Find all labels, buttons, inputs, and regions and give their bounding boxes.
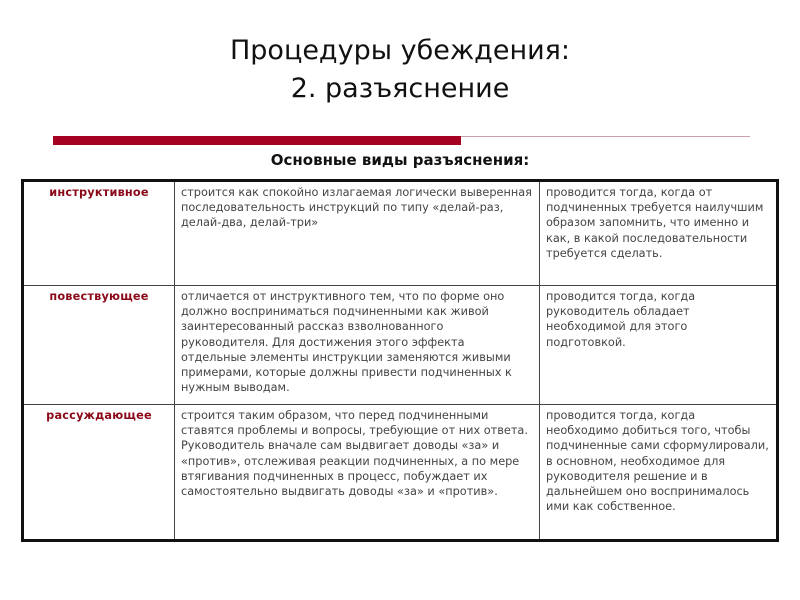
table-caption: Основные виды разъяснения: xyxy=(270,151,530,169)
slide-title-line-1: Процедуры убеждения: xyxy=(229,35,571,66)
type-usage: проводится тогда, когда необходимо добиться того, чтобы подчиненные сами сформулировали, в основном, необходимое для руководителя решение и в дальнейшем оно воспринималось ими как собственное. xyxy=(540,405,778,541)
type-name: рассуждающее xyxy=(23,405,175,541)
table-row xyxy=(23,405,778,541)
explanation-types-table xyxy=(21,179,779,542)
type-description: строится как спокойно излагаемая логически выверенная последовательность инструкций по типу «делай-раз, делай-два, делай-три» xyxy=(175,181,540,286)
table-row xyxy=(23,286,778,405)
type-description: строится таким образом, что перед подчиненными ставятся проблемы и вопросы, требующие от них ответа. Руководитель вначале сам выдвигает доводы «за» и «против», отслеживая реакции подчиненных, а по мере втягивания подчиненных в процесс, побуждает их самостоятельно выдвигать доводы «за» и «против». xyxy=(175,405,540,541)
type-usage: проводится тогда, когда руководитель обладает необходимой для этого подготовкой. xyxy=(540,286,778,405)
type-name: инструктивное xyxy=(23,181,175,286)
accent-bar xyxy=(53,136,461,145)
type-name: повествующее xyxy=(23,286,175,405)
slide-title-line-2: 2. разъяснение xyxy=(290,73,510,104)
accent-rule xyxy=(461,136,750,137)
type-usage: проводится тогда, когда от подчиненных требуется наилучшим образом запомнить, что именно и как, в какой последовательности требуется сделать. xyxy=(540,181,778,286)
type-description: отличается от инструктивного тем, что по форме оно должно восприниматься подчиненными как живой заинтересованный рассказ взволнованного руководителя. Для достижения этого эффекта отдельные элементы инструкции заменяются живыми примерами, которые должны привести подчиненных к нужным выводам. xyxy=(175,286,540,405)
slide-title xyxy=(0,32,800,108)
table-row xyxy=(23,181,778,286)
